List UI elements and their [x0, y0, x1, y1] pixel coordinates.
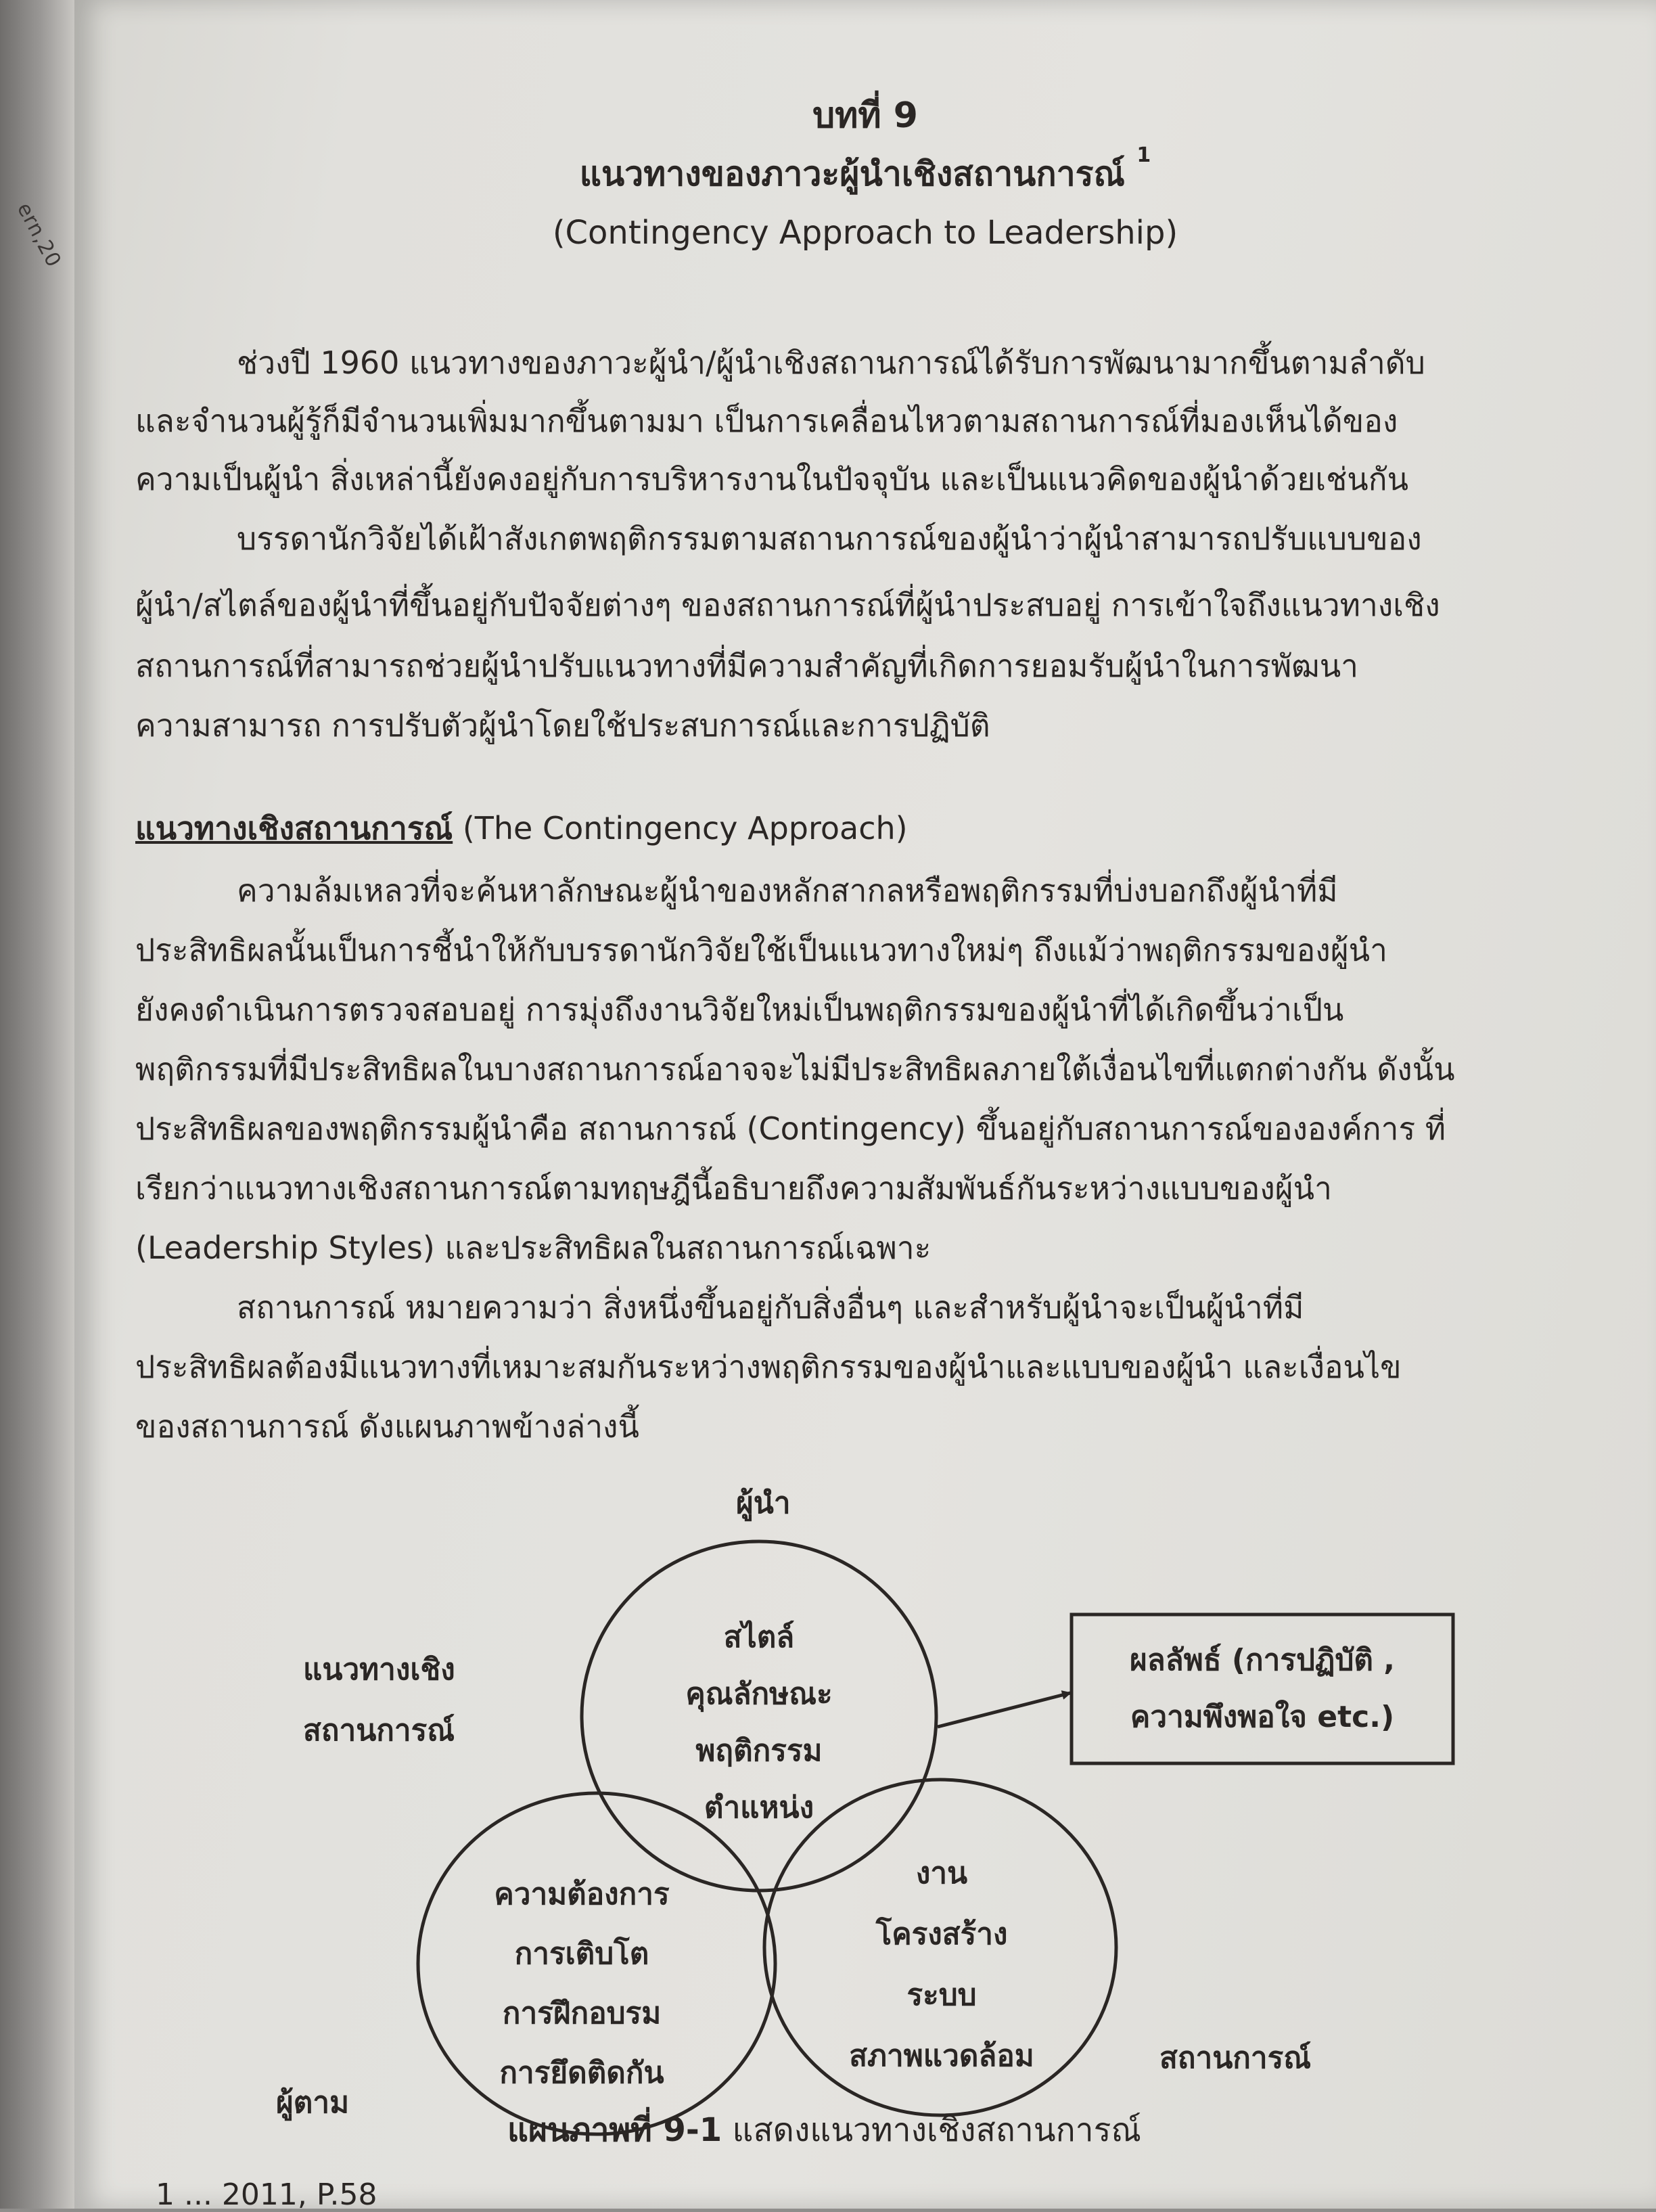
section-line: เรียกว่าแนวทางเชิงสถานการณ์ตามทฤษฎีนี้อธิบายถึงความสัมพันธ์กันระหว่างแบบของผู้นำ	[135, 1170, 1332, 1206]
leader-traits: คุณลักษณะ	[685, 1677, 833, 1711]
situation-label: สถานการณ์	[1159, 2041, 1312, 2075]
section-line: ประสิทธิผลของพฤติกรรมผู้นำคือ สถานการณ์ (Contingency) ขึ้นอยู่กับสถานการณ์ขององค์การ ที่	[135, 1110, 1446, 1147]
body-line: บรรดานักวิจัยได้เฝ้าสังเกตพฤติกรรมตามสถานการณ์ของผู้นำว่าผู้นำสามารถปรับแบบของ	[237, 520, 1422, 557]
body-line: ผู้นำ/สไตล์ของผู้นำที่ขึ้นอยู่กับปัจจัยต่างๆ ของสถานการณ์ที่ผู้นำประสบอยู่ การเข้าใจถึงแนวทางเชิง	[135, 587, 1440, 623]
section-line: ประสิทธิผลนั้นเป็นการชี้นำให้กับบรรดานักวิจัยใช้เป็นแนวทางใหม่ๆ ถึงแม้ว่าพฤติกรรมของผู้นำ	[135, 932, 1387, 968]
chapter-title-english: (Contingency Approach to Leadership)	[552, 214, 1178, 252]
leader-label: ผู้นำ	[736, 1486, 791, 1520]
approach-label-line2: สถานการณ์	[303, 1713, 455, 1748]
body-line: สถานการณ์ที่สามารถช่วยผู้นำปรับแนวทางที่มีความสำคัญที่เกิดการยอมรับผู้นำในการพัฒนา	[135, 648, 1358, 684]
situation-task: งาน	[915, 1856, 968, 1891]
situation-circle-text	[827, 1843, 1057, 2087]
caption-text: แสดงแนวทางเชิงสถานการณ์	[722, 2111, 1141, 2149]
figure-caption	[507, 2104, 1141, 2156]
follower-circle-text	[474, 1865, 690, 2103]
chapter-title-text: แนวทางของภาวะผู้นำเชิงสถานการณ์	[579, 154, 1125, 194]
follower-training: การฝึกอบรม	[502, 1996, 662, 2031]
caption-prefix: แผนภาพที่ 9-1	[507, 2111, 722, 2149]
situation-environment: สภาพแวดล้อม	[849, 2039, 1034, 2073]
footnote-mark: 1	[1136, 143, 1151, 167]
body-line: ความสามารถ การปรับตัวผู้นำโดยใช้ประสบการณ์และการปฏิบัติ	[135, 707, 990, 744]
situation-system: ระบบ	[906, 1978, 977, 2012]
leader-circle-text	[658, 1609, 860, 1836]
section-line: ยังคงดำเนินการตรวจสอบอยู่ การมุ่งถึงงานวิจัยใหม่เป็นพฤติกรรมของผู้นำที่ได้เกิดขึ้นว่าเป็น	[135, 991, 1344, 1028]
outcome-box-text	[1072, 1632, 1453, 1746]
section-line: ของสถานการณ์ ดังแผนภาพข้างล่างนี้	[135, 1408, 639, 1445]
body-line: และจำนวนผู้รู้ก็มีจำนวนเพิ่มมากขึ้นตามมา เป็นการเคลื่อนไหวตามสถานการณ์ที่มองเห็นได้ของ	[135, 403, 1398, 439]
book-page	[74, 0, 1656, 2212]
situation-structure: โครงสร้าง	[875, 1917, 1008, 1951]
section-line: สถานการณ์ หมายความว่า สิ่งหนึ่งขึ้นอยู่กับสิ่งอื่นๆ และสำหรับผู้นำจะเป็นผู้นำที่มี	[237, 1289, 1304, 1326]
margin-note: ern,20	[12, 198, 66, 272]
outcome-arrow	[938, 1693, 1070, 1727]
body-line: ช่วงปี 1960 แนวทางของภาวะผู้นำ/ผู้นำเชิงสถานการณ์ได้รับการพัฒนามากขึ้นตามลำดับ	[237, 344, 1425, 381]
outcome-line2: ความพึงพอใจ etc.)	[1130, 1700, 1395, 1734]
outcome-line1: ผลลัพธ์ (การปฏิบัติ ,	[1130, 1643, 1395, 1677]
section-line: พฤติกรรมที่มีประสิทธิผลในบางสถานการณ์อาจจะไม่มีประสิทธิผลภายใต้เงื่อนไขที่แตกต่างกัน ดังนั้น	[135, 1051, 1455, 1087]
section-heading-english: (The Contingency Approach)	[453, 810, 908, 847]
section-line: ความล้มเหลวที่จะค้นหาลักษณะผู้นำของหลักสากลหรือพฤติกรรมที่บ่งบอกถึงผู้นำที่มี	[237, 872, 1338, 909]
chapter-number: บทที่ 9	[812, 95, 918, 136]
section-line: (Leadership Styles) และประสิทธิผลในสถานการณ์เฉพาะ	[135, 1229, 932, 1266]
follower-needs: ความต้องการ	[494, 1877, 670, 1912]
body-line: ความเป็นผู้นำ สิ่งเหล่านี้ยังคงอยู่กับการบริหารงานในปัจจุบัน และเป็นแนวคิดของผู้นำด้วยเช่นกัน	[135, 461, 1409, 497]
leader-behavior: พฤติกรรม	[695, 1734, 823, 1768]
leader-style: สไตล์	[723, 1620, 795, 1654]
book-gutter	[0, 0, 74, 2209]
leader-position: ตำแหน่ง	[704, 1790, 814, 1825]
follower-growth: การเติบโต	[514, 1937, 649, 1971]
follower-cohesion: การยึดติดกัน	[499, 2056, 664, 2090]
follower-label: ผู้ตาม	[276, 2085, 350, 2120]
approach-label-line1: แนวทางเชิง	[303, 1652, 455, 1687]
footnote-partial: 1 ... 2011, P.58	[156, 2177, 377, 2212]
section-line: ประสิทธิผลต้องมีแนวทางที่เหมาะสมกันระหว่างพฤติกรรมของผู้นำและแบบของผู้นำ และเงื่อนไข	[135, 1349, 1402, 1385]
section-heading-thai: แนวทางเชิงสถานการณ์	[135, 810, 453, 847]
